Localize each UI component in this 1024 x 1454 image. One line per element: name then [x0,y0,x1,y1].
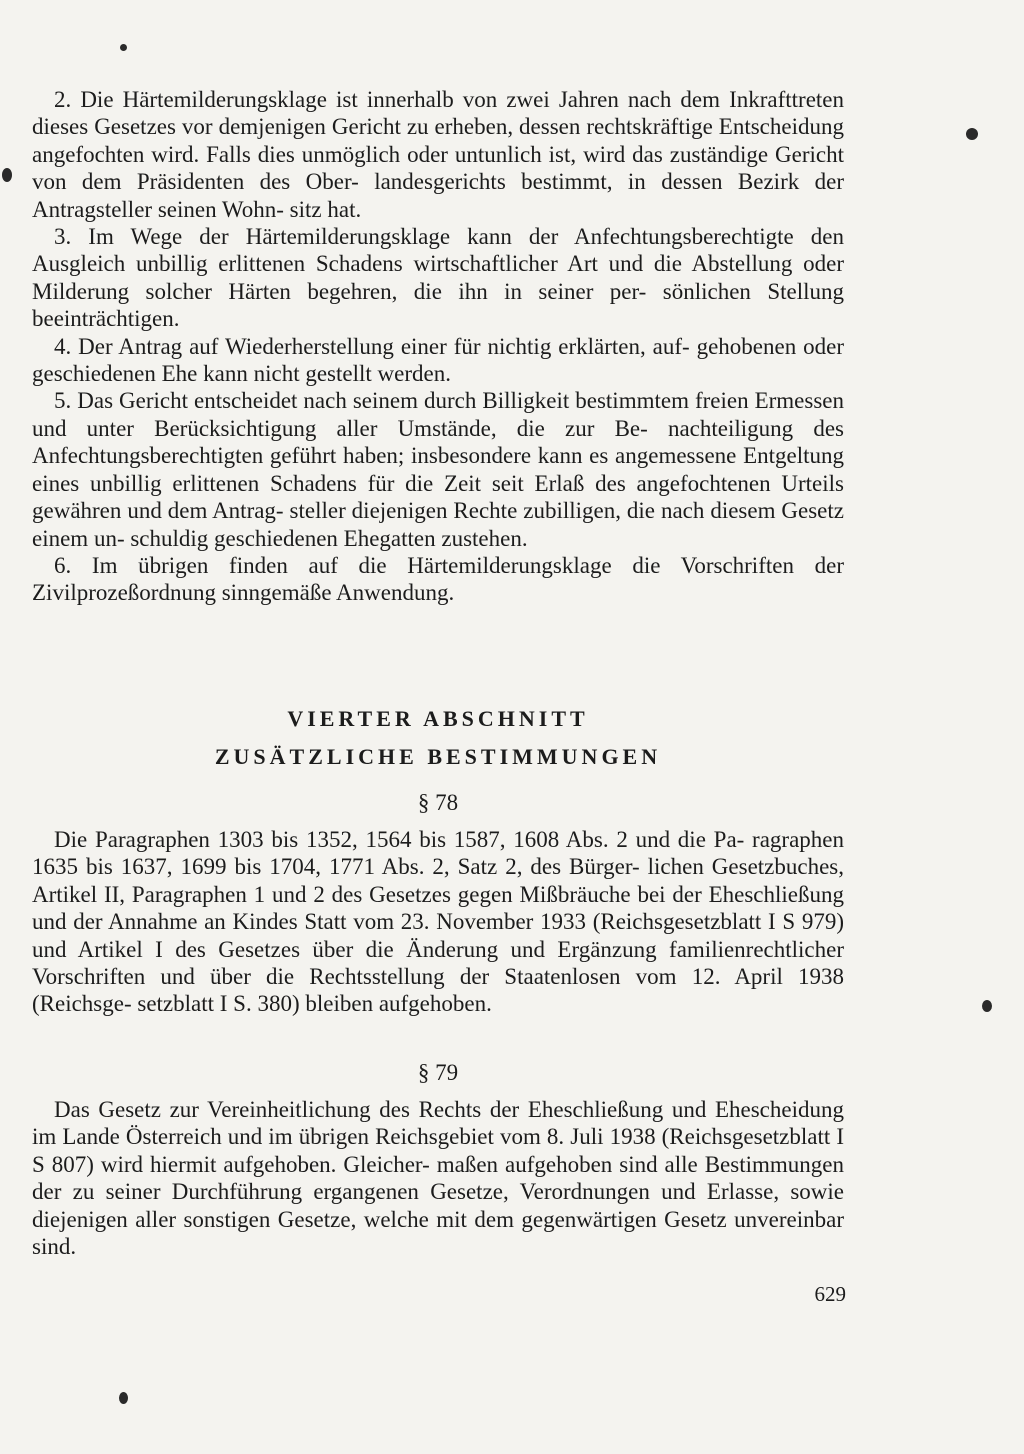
paragraph-4: 4. Der Antrag auf Wiederherstellung einer für nichtig erklärten, auf- gehobenen oder geschiedenen Ehe kann nicht gestellt werden. [32,333,844,387]
section-79-text: Das Gesetz zur Vereinheitlichung des Rechts der Eheschließung und Ehescheidung im Lande Österreich und im übrigen Reichsgebiet vom 8. Juli 1938 (Reichsgesetzblatt I S 807) wird hiermit aufgehoben. Gleicher- maßen aufgehoben sind alle Bestimmungen der zu seiner Durchführung ergangenen Gesetze, Verordnungen und Erlasse, sowie diejenigen aller sonstigen Gesetze, welche mit dem gegenwärtigen Gesetz unvereinbar sind. [32,1097,844,1260]
paragraph-2: 2. Die Härtemilderungsklage ist innerhalb von zwei Jahren nach dem Inkrafttreten dieses Gesetzes vor demjenigen Gericht zu erheben, dessen rechtskräftige Entscheidung angefochten wird. Falls dies unmöglich oder untunlich ist, wird das zuständige Gericht von dem Präsidenten des Ober- landesgerichts bestimmt, in dessen Bezirk der Antragsteller seinen Wohn- sitz hat. [32,87,844,222]
scan-speck [119,1392,128,1404]
scan-speck [120,44,127,51]
section-78-mark: § 78 [417,790,459,815]
section-77-continued [32,86,844,607]
paragraph-5: 5. Das Gericht entscheidet nach seinem durch Billigkeit bestimmtem freien Ermessen und unter Berücksichtigung aller Umstände, die zur Be- nachteiligung des Anfechtungsberechtigten geführt haben; insbesondere kann es angemessene Entgeltung eines unbillig erlittenen Schadens für die Zeit seit Erlaß des angefochtenen Urteils gewähren und dem Antrag- steller diejenigen Rechte zubilligen, die nach diesem Gesetz einem un- schuldig geschiedenen Ehegatten zustehen. [32,388,844,551]
chapter-title: VIERTER ABSCHNITT [287,706,589,731]
page-number: 629 [814,1282,846,1306]
paragraph-3: 3. Im Wege der Härtemilderungsklage kann der Anfechtungsberechtigte den Ausgleich unbillig erlittenen Schadens wirtschaftlicher Art und die Abstellung oder Milderung solcher Härten begehren, die ihn in seiner per- sönlichen Stellung beeinträchtigen. [32,224,844,332]
section-79-mark: § 79 [417,1060,459,1085]
paragraph-6: 6. Im übrigen finden auf die Härtemilderungsklage die Vorschriften der Zivilprozeßordnung sinngemäße Anwendung. [32,552,844,606]
section-79-body [32,1096,844,1260]
section-78-body [32,826,844,1018]
section-78-text: Die Paragraphen 1303 bis 1352, 1564 bis 1587, 1608 Abs. 2 und die Pa- ragraphen 1635 bis 1637, 1699 bis 1704, 1771 Abs. 2, Satz 2, des Bürger- lichen Gesetzbuches, Artikel II, Paragraphen 1 und 2 des Gesetzes gegen Mißbräuche bei der Eheschließung und der Annahme an Kindes Statt vom 23. November 1933 (Reichsgesetzblatt I S 979) und Artikel I des Gesetzes über die Änderung und Ergänzung familienrechtlicher Vorschriften und über die Rechtsstellung der Staatenlosen vom 12. April 1938 (Reichsge- setzblatt I S. 380) bleiben aufgehoben. [32,827,844,1017]
scan-speck [966,128,978,140]
scan-speck [2,168,12,182]
scan-speck [982,1000,992,1012]
chapter-subtitle: ZUSÄTZLICHE BESTIMMUNGEN [214,744,662,769]
